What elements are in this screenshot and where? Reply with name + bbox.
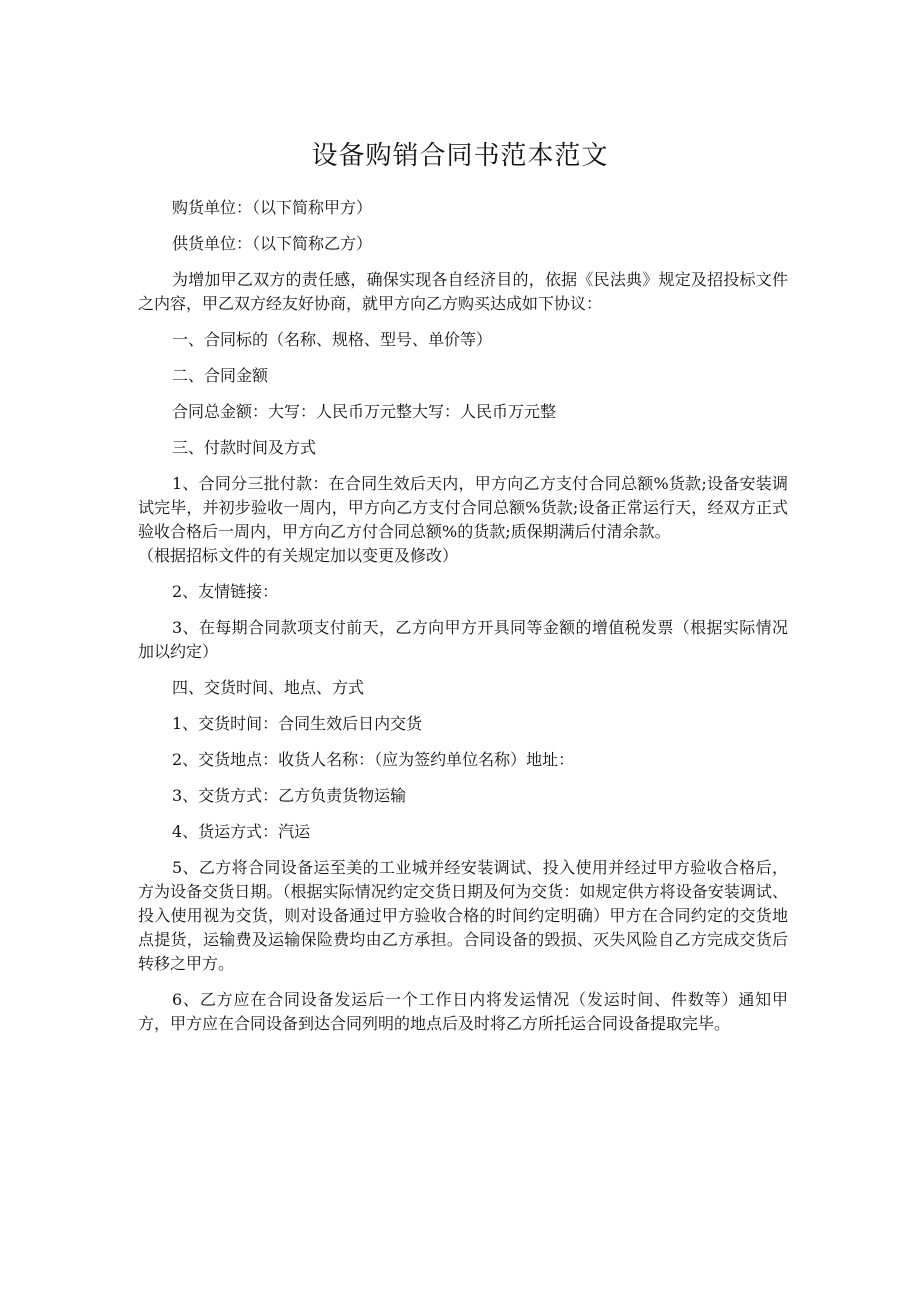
section-heading-amount: 二、合同金额: [172, 366, 269, 385]
delivery-clause-4: 4、货运方式：汽运: [172, 822, 311, 841]
preamble-paragraph: 为增加甲乙双方的责任感，确保实现各自经济目的，依据《民法典》规定及招投标文件之内容，甲乙双方经友好协商，就甲方向乙方购买达成如下协议：: [138, 270, 788, 313]
delivery-clause-5: 5、乙方将合同设备运至美的工业城并经安装调试、投入使用并经过甲方验收合格后，方为设备交货日期。（根据实际情况约定交货日期及何为交货：如规定供方将设备安装调试、投入使用视为交货，则对设备通过甲方验收合格的时间约定明确）甲方在合同约定的交货地点提货，运输费及运输保险费均由乙方承担。合同设备的毁损、灭失风险自乙方完成交货后转移之甲方。: [138, 858, 788, 973]
delivery-clause-1: 1、交货时间：合同生效后日内交货: [172, 714, 423, 733]
payment-clause-1: 1、合同分三批付款：在合同生效后天内，甲方向乙方支付合同总额%货款;设备安装调试完毕，并初步验收一周内，甲方向乙方支付合同总额%货款;设备正常运行天，经双方正式验收合格后一周内，甲方向乙方付合同总额%的货款;质保期满后付清余款。: [138, 474, 788, 541]
delivery-clause-3: 3、交货方式：乙方负责货物运输: [172, 786, 407, 805]
document-body: [138, 196, 788, 1048]
section-heading-delivery: 四、交货时间、地点、方式: [172, 678, 365, 697]
document-title: 设备购销合同书范本范文: [311, 141, 609, 171]
section-heading-payment: 三、付款时间及方式: [172, 438, 317, 457]
payment-clause-2: 2、友情链接：: [172, 582, 279, 601]
delivery-clause-6: 6、乙方应在合同设备发运后一个工作日内将发运情况（发运时间、件数等）通知甲方，甲方应在合同设备到达合同列明的地点后及时将乙方所托运合同设备提取完毕。: [138, 990, 788, 1033]
payment-clause-3: 3、在每期合同款项支付前天，乙方向甲方开具同等金额的增值税发票（根据实际情况加以约定）: [138, 618, 788, 661]
payment-clause-note: （根据招标文件的有关规定加以变更及修改）: [138, 546, 459, 565]
supplier-line: 供货单位：（以下简称乙方）: [172, 234, 373, 253]
buyer-line: 购货单位：（以下简称甲方）: [172, 198, 373, 217]
delivery-clause-2: 2、交货地点：收货人名称：（应为签约单位名称）地址：: [172, 750, 575, 769]
section-heading-subject: 一、合同标的（名称、规格、型号、单价等）: [172, 330, 493, 349]
total-amount-line: 合同总金额：大写：人民币万元整大写：人民币万元整: [172, 402, 557, 421]
